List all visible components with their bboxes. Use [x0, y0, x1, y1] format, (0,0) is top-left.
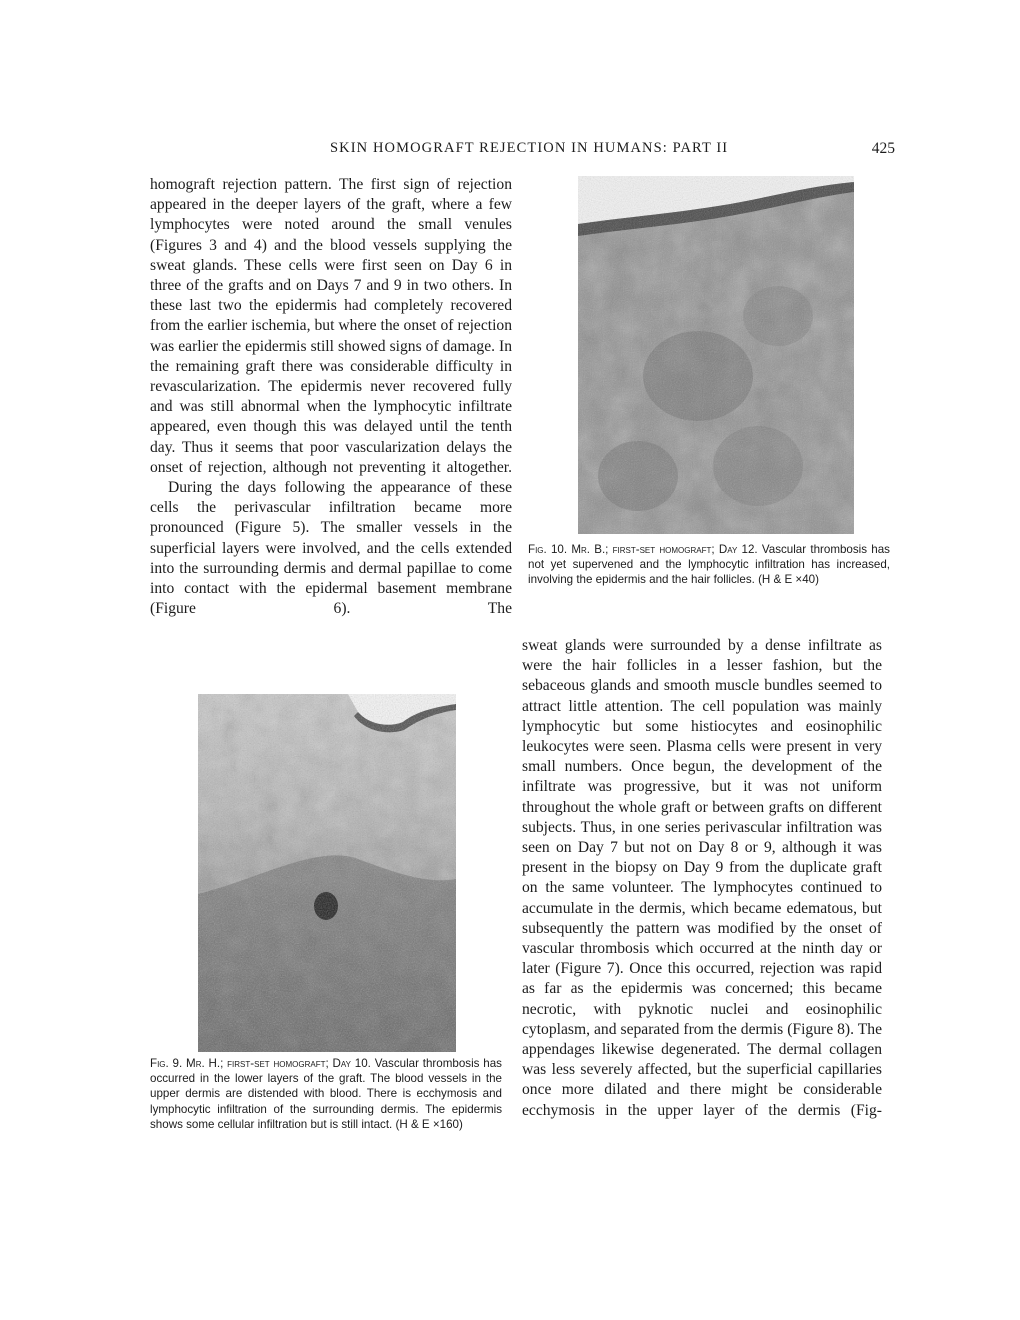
figure-9-caption	[150, 1056, 502, 1132]
figure-9-day: Day 10.	[332, 1057, 371, 1070]
figure-10-text: Vascular thrombosis has not yet supervened and the lymphocytic infiltration has increased, involving the epidermis and the hair follicles. (H & E ×40)	[528, 543, 890, 587]
page-number: 425	[871, 140, 895, 157]
left-paragraph-2: During the days following the appearance of these cells the perivascular infiltration became more pronounced (Figure 5). The smaller vessels in the superficial layers were involved, and the cells extended into the surrounding dermis and dermal papillae to come into contact with the epidermal basement membrane (Figure 6). The	[150, 479, 512, 618]
right-column	[522, 636, 882, 1121]
figure-9-text: Vascular thrombosis has occurred in the lower layers of the graft. The blood vessels in the upper dermis are distended with blood. There is ecchymosis and lymphocytic infiltration of the surrounding dermis. The epidermis shows some cellular infiltration but is still intact. (H & E ×160)	[150, 1057, 502, 1131]
left-column	[150, 175, 512, 619]
figure-9-graft: first-set homograft;	[227, 1057, 329, 1070]
figure-9-micrograph	[198, 694, 456, 1052]
figure-10-label: Fig. 10.	[528, 543, 568, 556]
figure-10-day: Day 12.	[718, 543, 758, 556]
running-header	[150, 140, 895, 164]
figure-10-micrograph	[578, 176, 854, 534]
figure-10-subject: Mr. B.;	[571, 543, 609, 556]
figure-10-graft: first-set homograft;	[612, 543, 715, 556]
figure-9-subject: Mr. H.;	[186, 1057, 224, 1070]
figure-10-image	[578, 176, 854, 534]
figure-9-image	[198, 694, 456, 1052]
running-title: SKIN HOMOGRAFT REJECTION IN HUMANS: PART II	[330, 140, 729, 156]
figure-10-caption	[528, 542, 890, 588]
right-paragraph-1: sweat glands were surrounded by a dense infiltrate as were the hair follicles in a lesser fashion, but the sebaceous glands and smooth muscle bundles seemed to attract little attention. The cell population was mainly lymphocytic but some histiocytes and eosinophilic leukocytes were seen. Plasma cells were present in very small numbers. Once begun, the development of the infiltrate was progressive, but it was not uniform throughout the whole graft or between grafts on different subjects. Thus, in one series perivascular infiltration was seen on Day 7 but not on Day 8 or 9, although it was present in the biopsy on Day 9 from the duplicate graft on the same volunteer. The lymphocytes continued to accumulate in the dermis, which became edematous, but subsequently the pattern was modified by the onset of vascular thrombosis which occurred at the ninth day or later (Figure 7). Once this occurred, rejection was rapid as far as the epidermis was concerned; this became necrotic, with pyknotic nuclei and eosinophilic cytoplasm, and separated from the dermis (Figure 8). The appendages likewise degenerated. The dermal collagen was less severely affected, but the superficial capillaries once more dilated and there might be considerable ecchymosis in the upper layer of the dermis (Fig-	[522, 637, 882, 1119]
left-paragraph-1: homograft rejection pattern. The first sign of rejection appeared in the deeper layers of the graft, where a few lymphocytes were noted around the small venules (Figures 3 and 4) and the blood vessels supplying the sweat glands. These cells were first seen on Day 6 in three of the grafts and on Days 7 and 9 in two others. In these last two the epidermis had completely recovered from the earlier ischemia, but where the onset of rejection was earlier the epidermis still showed signs of damage. In the remaining graft there was considerable difficulty in revascularization. The epidermis never recovered fully and was still abnormal when the lymphocytic infiltrate appeared, even though this was delayed until the tenth day. Thus it seems that poor vascularization delays the onset of rejection, although not preventing it altogether.	[150, 176, 512, 476]
figure-9-label: Fig. 9.	[150, 1057, 183, 1070]
